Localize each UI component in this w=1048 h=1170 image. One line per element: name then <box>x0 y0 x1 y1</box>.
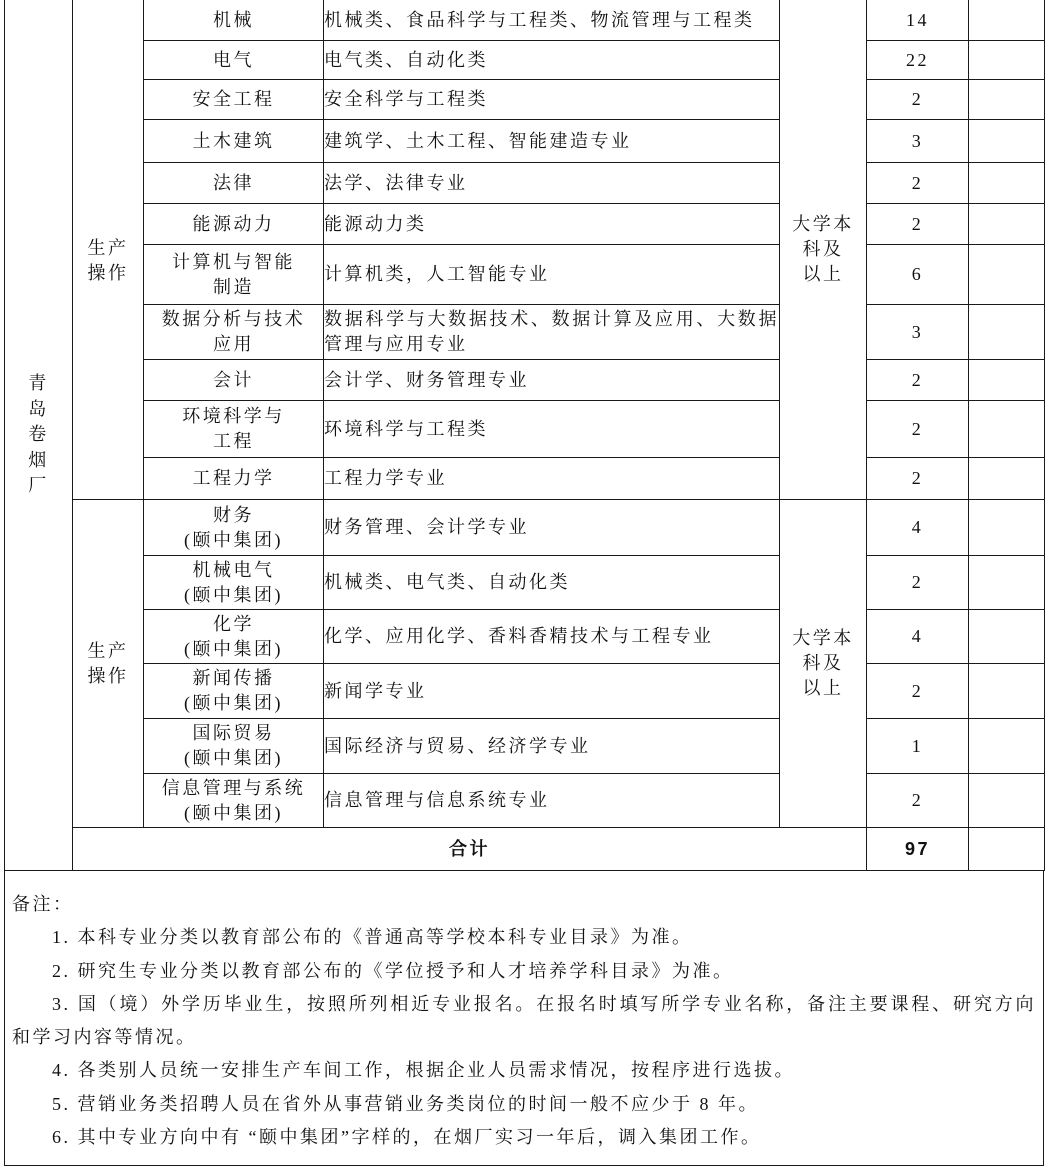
table-row <box>5 360 1045 401</box>
direction-cell: 土木建筑 <box>144 120 324 163</box>
majors-cell: 工程力学专业 <box>324 458 780 500</box>
notes-box <box>4 870 1044 1166</box>
remark-cell <box>969 360 1045 401</box>
majors-cell: 能源动力类 <box>324 204 780 245</box>
direction-cell: 工程力学 <box>144 458 324 500</box>
direction-cell: 电气 <box>144 41 324 80</box>
count-cell: 4 <box>867 610 969 664</box>
majors-cell: 机械类、食品科学与工程类、物流管理与工程类 <box>324 0 780 41</box>
table-row <box>5 556 1045 610</box>
total-count: 97 <box>867 828 969 871</box>
count-cell: 3 <box>867 120 969 163</box>
count-cell: 2 <box>867 360 969 401</box>
remark-cell <box>969 664 1045 719</box>
table-row <box>5 245 1045 305</box>
majors-cell: 安全科学与工程类 <box>324 80 780 120</box>
recruitment-table <box>4 0 1045 871</box>
count-cell: 3 <box>867 305 969 360</box>
remark-cell <box>969 556 1045 610</box>
remark-cell <box>969 401 1045 458</box>
majors-cell: 环境科学与工程类 <box>324 401 780 458</box>
remark-cell <box>969 500 1045 556</box>
direction-cell: 机械电气 (颐中集团) <box>144 556 324 610</box>
direction-cell: 国际贸易 (颐中集团) <box>144 719 324 774</box>
note-item: 2. 研究生专业分类以教育部公布的《学位授予和人才培养学科目录》为准。 <box>52 960 734 981</box>
direction-cell: 法律 <box>144 163 324 204</box>
majors-cell: 数据科学与大数据技术、数据计算及应用、大数据管理与应用专业 <box>324 305 780 360</box>
count-cell: 2 <box>867 774 969 828</box>
category-label: 生产操作 <box>87 640 129 686</box>
table-row <box>5 80 1045 120</box>
majors-cell: 会计学、财务管理专业 <box>324 360 780 401</box>
table-row <box>5 610 1045 664</box>
remark-cell <box>969 163 1045 204</box>
remark-cell <box>969 120 1045 163</box>
majors-cell: 计算机类，人工智能专业 <box>324 245 780 305</box>
remark-cell <box>969 774 1045 828</box>
note-item: 6. 其中专业方向中有 “颐中集团”字样的，在烟厂实习一年后，调入集团工作。 <box>52 1127 762 1148</box>
direction-cell: 信息管理与系统 (颐中集团) <box>144 774 324 828</box>
majors-cell: 新闻学专业 <box>324 664 780 719</box>
majors-cell: 化学、应用化学、香料香精技术与工程专业 <box>324 610 780 664</box>
total-row <box>5 828 1045 871</box>
direction-cell: 安全工程 <box>144 80 324 120</box>
direction-cell: 财务 (颐中集团) <box>144 500 324 556</box>
category-label: 生产操作 <box>87 238 129 283</box>
table-row <box>5 305 1045 360</box>
direction-cell: 能源动力 <box>144 204 324 245</box>
table-row <box>5 664 1045 719</box>
category-cell <box>73 500 144 828</box>
direction-cell: 环境科学与 工程 <box>144 401 324 458</box>
table-row <box>5 401 1045 458</box>
majors-cell: 机械类、电气类、自动化类 <box>324 556 780 610</box>
direction-cell: 会计 <box>144 360 324 401</box>
count-cell: 14 <box>867 0 969 41</box>
remark-cell <box>969 719 1045 774</box>
education-cell: 大学本 科及 以上 <box>780 0 867 500</box>
note-item: 4. 各类别人员统一安排生产车间工作，根据企业人员需求情况，按程序进行选拔。 <box>52 1060 795 1081</box>
notes-heading: 备注： <box>12 894 74 914</box>
table-row <box>5 120 1045 163</box>
direction-cell: 数据分析与技术 应用 <box>144 305 324 360</box>
table-row <box>5 163 1045 204</box>
total-label: 合计 <box>73 828 867 871</box>
remark-cell <box>969 80 1045 120</box>
majors-cell: 电气类、自动化类 <box>324 41 780 80</box>
count-cell: 2 <box>867 163 969 204</box>
majors-cell: 建筑学、土木工程、智能建造专业 <box>324 120 780 163</box>
category-cell <box>73 0 144 500</box>
table-row <box>5 41 1045 80</box>
remark-cell <box>969 458 1045 500</box>
count-cell: 1 <box>867 719 969 774</box>
majors-cell: 财务管理、会计学专业 <box>324 500 780 556</box>
note-item: 1. 本科专业分类以教育部公布的《普通高等学校本科专业目录》为准。 <box>52 927 693 948</box>
count-cell: 2 <box>867 664 969 719</box>
remark-cell <box>969 245 1045 305</box>
table-row <box>5 719 1045 774</box>
direction-cell: 计算机与智能 制造 <box>144 245 324 305</box>
direction-cell: 机械 <box>144 0 324 41</box>
count-cell: 6 <box>867 245 969 305</box>
remark-cell <box>969 305 1045 360</box>
count-cell: 4 <box>867 500 969 556</box>
direction-cell: 新闻传播 (颐中集团) <box>144 664 324 719</box>
count-cell: 2 <box>867 204 969 245</box>
count-cell: 2 <box>867 556 969 610</box>
table-row <box>5 774 1045 828</box>
unit-cell <box>5 0 73 871</box>
majors-cell: 法学、法律专业 <box>324 163 780 204</box>
majors-cell: 国际经济与贸易、经济学专业 <box>324 719 780 774</box>
education-cell: 大学本 科及 以上 <box>780 500 867 828</box>
count-cell: 2 <box>867 80 969 120</box>
table-row <box>5 204 1045 245</box>
direction-cell: 化学 (颐中集团) <box>144 610 324 664</box>
unit-name: 青岛卷烟厂 <box>28 373 49 496</box>
remark-cell <box>969 41 1045 80</box>
note-item: 3. 国（境）外学历毕业生，按照所列相近专业报名。在报名时填写所学专业名称，备注主要课程、研究方向和学习内容等情况。 <box>12 993 1036 1048</box>
remark-cell <box>969 610 1045 664</box>
count-cell: 2 <box>867 401 969 458</box>
remark-cell <box>969 204 1045 245</box>
note-item: 5. 营销业务类招聘人员在省外从事营销业务类岗位的时间一般不应少于 8 年。 <box>52 1093 759 1114</box>
count-cell: 2 <box>867 458 969 500</box>
table-row <box>5 458 1045 500</box>
remark-cell <box>969 0 1045 41</box>
majors-cell: 信息管理与信息系统专业 <box>324 774 780 828</box>
table-row <box>5 500 1045 556</box>
remark-cell <box>969 828 1045 871</box>
count-cell: 22 <box>867 41 969 80</box>
table-row <box>5 0 1045 41</box>
